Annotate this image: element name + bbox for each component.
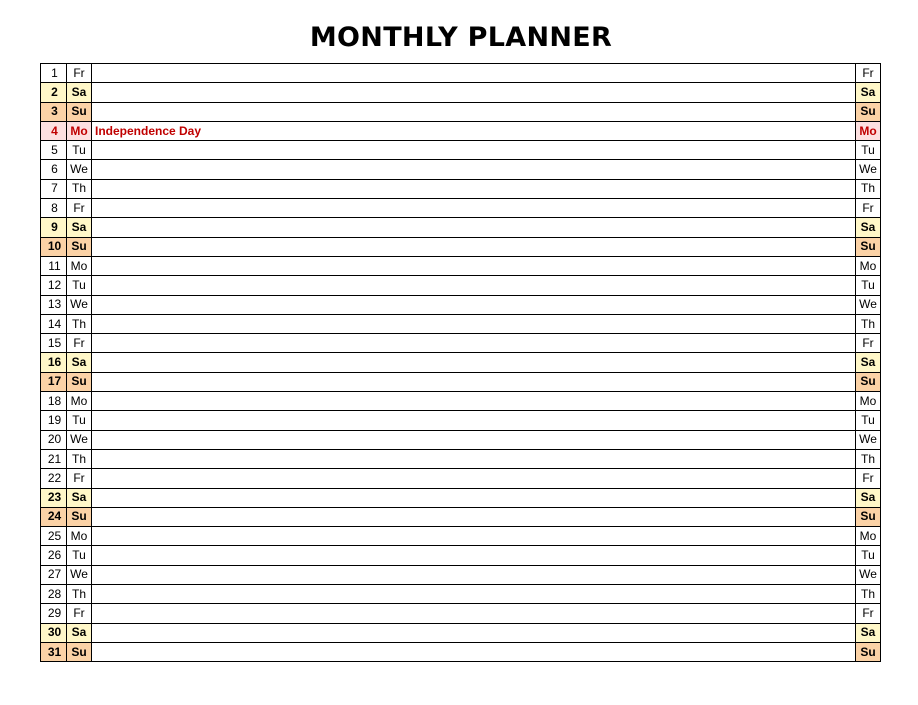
table-row (41, 565, 881, 584)
weekday-cell: Sa (67, 353, 92, 372)
table-row (41, 411, 881, 430)
planner-body (41, 64, 881, 662)
table-row (41, 295, 881, 314)
day-number-cell: 28 (41, 585, 67, 604)
day-number-cell: 21 (41, 449, 67, 468)
weekday-cell: We (67, 295, 92, 314)
note-cell[interactable] (92, 353, 856, 372)
table-row (41, 102, 881, 121)
day-number-cell: 22 (41, 469, 67, 488)
day-number-cell: 16 (41, 353, 67, 372)
table-row (41, 160, 881, 179)
table-row (41, 546, 881, 565)
weekday-cell-right: Fr (856, 64, 881, 83)
weekday-cell-right: Sa (856, 83, 881, 102)
weekday-cell: Tu (67, 141, 92, 160)
table-row (41, 237, 881, 256)
table-row (41, 121, 881, 140)
weekday-cell: Mo (67, 121, 92, 140)
table-row (41, 642, 881, 661)
day-number-cell: 10 (41, 237, 67, 256)
note-cell[interactable] (92, 372, 856, 391)
day-number-cell: 19 (41, 411, 67, 430)
day-number-cell: 6 (41, 160, 67, 179)
day-number-cell: 3 (41, 102, 67, 121)
table-row (41, 527, 881, 546)
weekday-cell-right: Fr (856, 334, 881, 353)
weekday-cell-right: Mo (856, 256, 881, 275)
weekday-cell: Fr (67, 334, 92, 353)
weekday-cell: Mo (67, 527, 92, 546)
table-row (41, 83, 881, 102)
day-number-cell: 7 (41, 179, 67, 198)
weekday-cell-right: Sa (856, 218, 881, 237)
day-number-cell: 8 (41, 199, 67, 218)
weekday-cell: Th (67, 585, 92, 604)
weekday-cell: Su (67, 372, 92, 391)
note-cell[interactable] (92, 565, 856, 584)
note-cell[interactable] (92, 623, 856, 642)
weekday-cell: Sa (67, 83, 92, 102)
weekday-cell-right: Fr (856, 604, 881, 623)
note-cell[interactable] (92, 83, 856, 102)
table-row (41, 585, 881, 604)
table-row (41, 469, 881, 488)
day-number-cell: 29 (41, 604, 67, 623)
note-cell[interactable] (92, 218, 856, 237)
weekday-cell-right: Fr (856, 199, 881, 218)
note-cell[interactable] (92, 102, 856, 121)
weekday-cell-right: Th (856, 585, 881, 604)
weekday-cell-right: Tu (856, 141, 881, 160)
table-row (41, 141, 881, 160)
weekday-cell: Tu (67, 411, 92, 430)
note-cell[interactable] (92, 237, 856, 256)
weekday-cell: Sa (67, 218, 92, 237)
note-cell[interactable] (92, 527, 856, 546)
weekday-cell: Fr (67, 64, 92, 83)
note-cell[interactable] (92, 604, 856, 623)
day-number-cell: 5 (41, 141, 67, 160)
note-cell[interactable] (92, 488, 856, 507)
note-cell[interactable] (92, 256, 856, 275)
day-number-cell: 31 (41, 642, 67, 661)
weekday-cell-right: Su (856, 372, 881, 391)
weekday-cell: Su (67, 237, 92, 256)
weekday-cell-right: Th (856, 179, 881, 198)
note-cell[interactable] (92, 585, 856, 604)
table-row (41, 179, 881, 198)
day-number-cell: 1 (41, 64, 67, 83)
table-row (41, 199, 881, 218)
note-cell[interactable] (92, 642, 856, 661)
day-number-cell: 23 (41, 488, 67, 507)
table-row (41, 430, 881, 449)
table-row (41, 392, 881, 411)
weekday-cell-right: Mo (856, 392, 881, 411)
weekday-cell: We (67, 430, 92, 449)
weekday-cell: We (67, 160, 92, 179)
day-number-cell: 15 (41, 334, 67, 353)
weekday-cell-right: Sa (856, 623, 881, 642)
day-number-cell: 11 (41, 256, 67, 275)
weekday-cell-right: Sa (856, 353, 881, 372)
note-cell[interactable] (92, 449, 856, 468)
note-cell[interactable] (92, 469, 856, 488)
weekday-cell-right: Tu (856, 276, 881, 295)
note-cell[interactable] (92, 199, 856, 218)
weekday-cell-right: Su (856, 642, 881, 661)
day-number-cell: 30 (41, 623, 67, 642)
day-number-cell: 26 (41, 546, 67, 565)
note-cell[interactable] (92, 179, 856, 198)
weekday-cell-right: Mo (856, 121, 881, 140)
day-number-cell: 13 (41, 295, 67, 314)
table-row (41, 507, 881, 526)
table-row (41, 256, 881, 275)
weekday-cell: Mo (67, 256, 92, 275)
table-row (41, 604, 881, 623)
weekday-cell-right: Mo (856, 527, 881, 546)
day-number-cell: 12 (41, 276, 67, 295)
note-cell[interactable] (92, 546, 856, 565)
table-row (41, 488, 881, 507)
weekday-cell: Mo (67, 392, 92, 411)
weekday-cell: Sa (67, 488, 92, 507)
weekday-cell-right: Su (856, 102, 881, 121)
table-row (41, 314, 881, 333)
weekday-cell-right: Th (856, 449, 881, 468)
table-row (41, 334, 881, 353)
planner-table (40, 63, 881, 662)
weekday-cell-right: Sa (856, 488, 881, 507)
day-number-cell: 4 (41, 121, 67, 140)
weekday-cell: Fr (67, 199, 92, 218)
weekday-cell-right: We (856, 295, 881, 314)
weekday-cell-right: Th (856, 314, 881, 333)
note-cell[interactable] (92, 64, 856, 83)
note-cell[interactable]: Independence Day (92, 121, 856, 140)
note-cell[interactable] (92, 160, 856, 179)
weekday-cell-right: Fr (856, 469, 881, 488)
table-row (41, 276, 881, 295)
day-number-cell: 27 (41, 565, 67, 584)
table-row (41, 218, 881, 237)
note-cell[interactable] (92, 141, 856, 160)
weekday-cell-right: We (856, 430, 881, 449)
weekday-cell: We (67, 565, 92, 584)
day-number-cell: 2 (41, 83, 67, 102)
day-number-cell: 24 (41, 507, 67, 526)
weekday-cell-right: Su (856, 507, 881, 526)
note-cell[interactable] (92, 507, 856, 526)
day-number-cell: 14 (41, 314, 67, 333)
table-row (41, 64, 881, 83)
weekday-cell-right: Tu (856, 411, 881, 430)
page-title: MONTHLY PLANNER (309, 22, 613, 53)
day-number-cell: 25 (41, 527, 67, 546)
day-number-cell: 20 (41, 430, 67, 449)
weekday-cell: Tu (67, 546, 92, 565)
weekday-cell-right: Su (856, 237, 881, 256)
weekday-cell-right: Tu (856, 546, 881, 565)
weekday-cell: Su (67, 507, 92, 526)
weekday-cell: Su (67, 642, 92, 661)
weekday-cell: Th (67, 314, 92, 333)
table-row (41, 623, 881, 642)
weekday-cell: Th (67, 179, 92, 198)
weekday-cell: Fr (67, 469, 92, 488)
weekday-cell: Th (67, 449, 92, 468)
weekday-cell-right: We (856, 565, 881, 584)
table-row (41, 449, 881, 468)
note-cell[interactable] (92, 314, 856, 333)
day-number-cell: 9 (41, 218, 67, 237)
weekday-cell: Tu (67, 276, 92, 295)
weekday-cell: Fr (67, 604, 92, 623)
table-row (41, 353, 881, 372)
note-cell[interactable] (92, 334, 856, 353)
table-row (41, 372, 881, 391)
weekday-cell-right: We (856, 160, 881, 179)
note-cell[interactable] (92, 392, 856, 411)
weekday-cell: Sa (67, 623, 92, 642)
note-cell[interactable] (92, 295, 856, 314)
note-cell[interactable] (92, 276, 856, 295)
note-cell[interactable] (92, 430, 856, 449)
day-number-cell: 17 (41, 372, 67, 391)
note-cell[interactable] (92, 411, 856, 430)
weekday-cell: Su (67, 102, 92, 121)
day-number-cell: 18 (41, 392, 67, 411)
